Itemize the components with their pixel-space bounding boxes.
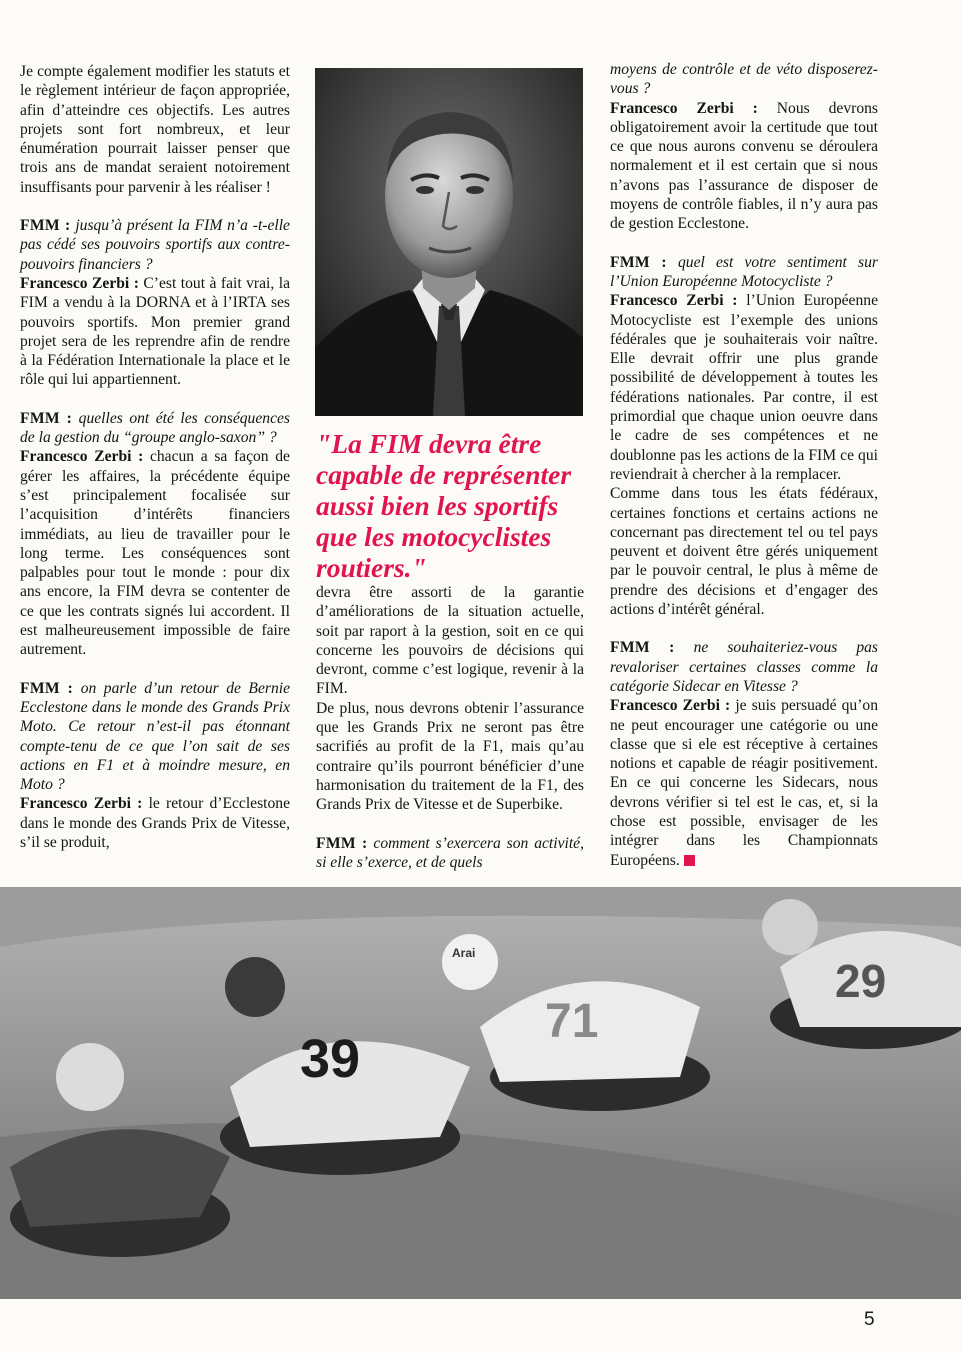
interviewer-label: FMM : <box>20 679 74 697</box>
bike-number-29: 29 <box>835 955 887 1007</box>
interviewer-label: FMM : <box>20 217 71 235</box>
answer-text: le retour d’Ecclestone dans le monde des Grands Prix de Vitesse, s’il se produit, <box>20 795 290 851</box>
answer-6 <box>610 696 878 870</box>
portrait-illustration <box>315 68 583 416</box>
article-column-3 <box>610 60 878 870</box>
question-4-continued: moyens de contrôle et de véto disposerez-vous ? <box>610 61 878 98</box>
intro-paragraph: Je compte également modifier les statuts et le règlement intérieur de façon appropriée, afin d’atteindre ces objectifs. Les autres projets sont fort nombreux, et leur énumération pourrait laisser penser que trois ans de mandat seraient notoirement insuffisants pour parvenir à les réaliser ! <box>20 63 290 196</box>
question-text: comment s’exercera son activité, si elle s’exerce, et de quels <box>316 834 584 871</box>
interviewee-label: Francesco Zerbi : <box>20 274 139 292</box>
answer-text: Nous devrons obligatoirement avoir la certitude que tout ce que nous aurons convenu se déroulera normalement et il est certain que si nous n’avons pas l’assurance de disposer de moyens de contrôle fiables, il n’y aura pas de gestion Ecclestone. <box>610 99 878 233</box>
answer-3 <box>20 794 290 852</box>
answer-2 <box>20 447 290 659</box>
end-of-article-mark <box>684 855 695 866</box>
answer-text: je suis persuadé qu’on ne peut encourager une catégorie ou une classe que si ele est réceptive à certaines notions et capable de réagir positivement. En ce qui concerne les Sidecars, nous devrons vérifier si tel est le cas, et, si la chose est possible, envisager de les intégrer dans les Championnats Européens. <box>610 697 878 869</box>
question-text: ne souhaiteriez-vous pas revaloriser certaines classes comme la catégorie Sidecar en Vitesse ? <box>610 639 878 695</box>
race-photo <box>0 887 961 1299</box>
question-3 <box>20 679 290 795</box>
article-column-1 <box>20 62 290 852</box>
interviewee-label: Francesco Zerbi : <box>20 795 143 813</box>
question-4 <box>316 834 584 873</box>
interviewer-label: FMM : <box>20 409 73 427</box>
helmet-brand-logo: Arai <box>452 946 476 960</box>
question-text: quelles ont été les conséquences de la gestion du “groupe anglo-saxon” ? <box>20 409 290 447</box>
paragraph: De plus, nous devrons obtenir l’assurance que les Grands Prix ne seront pas être sacrifiés au profit de la F1, mais qu’au contraire qu’ils pourront bénéficier d’une harmonisation du traitement de la F1, des Grands Prix de Vitesse et de Superbike. <box>316 699 584 814</box>
interviewer-label: FMM : <box>316 834 368 852</box>
article-column-2 <box>316 583 584 872</box>
answer-text: C’est tout à fait vrai, la FIM a vendu à la DORNA et à l’IRTA ses pouvoirs sportifs. Mon premier grand projet sera de les reprendre afin de rendre à la Fédération Internationale la place et le rôle qui lui appartiennent. <box>20 274 290 389</box>
interviewee-label: Francesco Zerbi : <box>610 292 738 310</box>
bike-number-71: 71 <box>545 995 599 1048</box>
pull-quote: "La FIM devra être capable de représenter aussi bien les sportifs que les motocyclistes routiers." <box>316 428 572 583</box>
answer-text: l’Union Européenne Motocycliste est l’exemple des unions fédérales que je souhaiterais voir naître. Elle devrait offrir une plus grande possibilité de développement à toutes les fédérations nationales. Par contre, il est primordial que chaque union oeuvre dans le cadre de ses compétences et ne doublonne pas les actions de la FIM ce qui reviendrait à chercher à la remplacer. <box>610 292 878 483</box>
answer-4 <box>610 99 878 234</box>
question-6 <box>610 638 878 696</box>
answer-3-continued: devra être assorti de la garantie d’améliorations de la situation actuelle, soit par raport à la gestion, soit en ce qui concerne les pouvoirs de décisions qui devront, comme c’est logique, revenir à la FIM. <box>316 584 584 698</box>
page-number: 5 <box>864 1309 875 1330</box>
interviewee-label: Francesco Zerbi : <box>610 99 758 117</box>
question-text: jusqu’à présent la FIM n’a -t-elle pas cédé ses pouvoirs sportifs aux contre-pouvoirs financiers ? <box>20 217 290 273</box>
question-1 <box>20 216 290 274</box>
paragraph: Comme dans tous les états fédéraux, certaines fonctions et certains actions ne concernant pas directement tel ou tel pays peuvent et doivent être gérés uniquement par le pouvoir central, le plus à même de prendre des décisions et d’engager des actions d’intérêt général. <box>610 485 878 619</box>
question-2 <box>20 409 290 448</box>
answer-5 <box>610 291 878 484</box>
interviewee-label: Francesco Zerbi : <box>610 697 731 715</box>
question-5 <box>610 253 878 292</box>
question-text: on parle d’un retour de Bernie Ecclestone dans le monde des Grands Prix Moto. Ce retour n’est-il pas étonnant compte-tenu de ce que l’on sait de ses actions en F1 et à moindre mesure, en Moto ? <box>20 679 290 794</box>
race-photo-illustration <box>0 887 961 1299</box>
answer-text: chacun a sa façon de gérer les affaires, la précédente équipe s’est principalement focalisée sur l’acquisition d’intérêts financiers immédiats, au lieu de travailler pour le long terme. Les conséquences sont palpables pour tout le monde : pour dix ans encore, la FIM devra se contenter de ce que les contrats signés lui accordent. Il est malheureusement impossible de faire autrement. <box>20 448 290 659</box>
question-text: quel est votre sentiment sur l’Union Européenne Motocycliste ? <box>610 253 878 290</box>
interviewee-label: Francesco Zerbi : <box>20 448 144 466</box>
interviewer-label: FMM : <box>610 639 675 657</box>
answer-1 <box>20 274 290 390</box>
portrait-photo <box>315 68 583 416</box>
bike-number-39: 39 <box>300 1029 361 1089</box>
interviewer-label: FMM : <box>610 253 667 271</box>
